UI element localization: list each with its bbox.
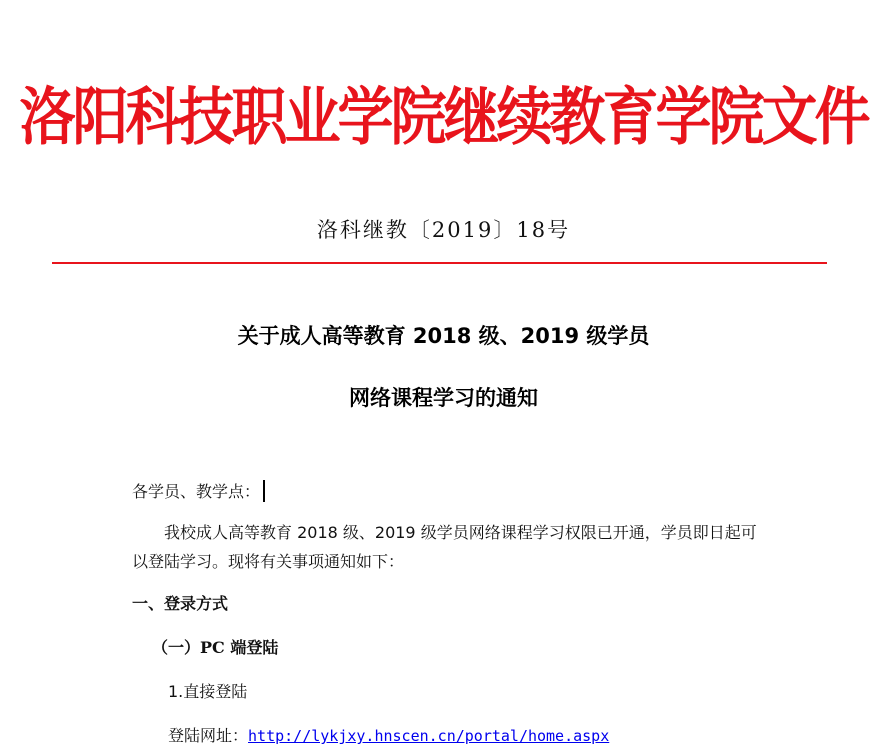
login-url-link[interactable]: http://lykjxy.hnscen.cn/portal/home.aspx	[248, 727, 610, 745]
red-divider-line	[52, 262, 827, 264]
list-item-direct-login: 1.直接登陆	[168, 682, 248, 701]
org-masthead-title: 洛阳科技职业学院继续教育学院文件	[19, 80, 868, 155]
subsection-heading-pc-login: （一）PC 端登陆	[152, 638, 279, 657]
salutation-line[interactable]	[132, 477, 772, 506]
notice-title-line2: 网络课程学习的通知	[349, 386, 538, 410]
document-number: 洛科继教〔2019〕18号	[316, 218, 571, 242]
salutation-text: 各学员、教学点：	[132, 482, 261, 501]
notice-title-line1: 关于成人高等教育 2018 级、2019 级学员	[237, 324, 650, 348]
text-cursor	[263, 480, 265, 502]
url-label: 登陆网址：	[168, 726, 249, 745]
section-heading-login-methods: 一、登录方式	[132, 594, 229, 613]
login-url-line	[168, 721, 808, 751]
body-paragraph: 我校成人高等教育 2018 级、2019 级学员网络课程学习权限已开通，学员即日起可以登陆学习。现将有关事项通知如下：	[132, 523, 757, 571]
